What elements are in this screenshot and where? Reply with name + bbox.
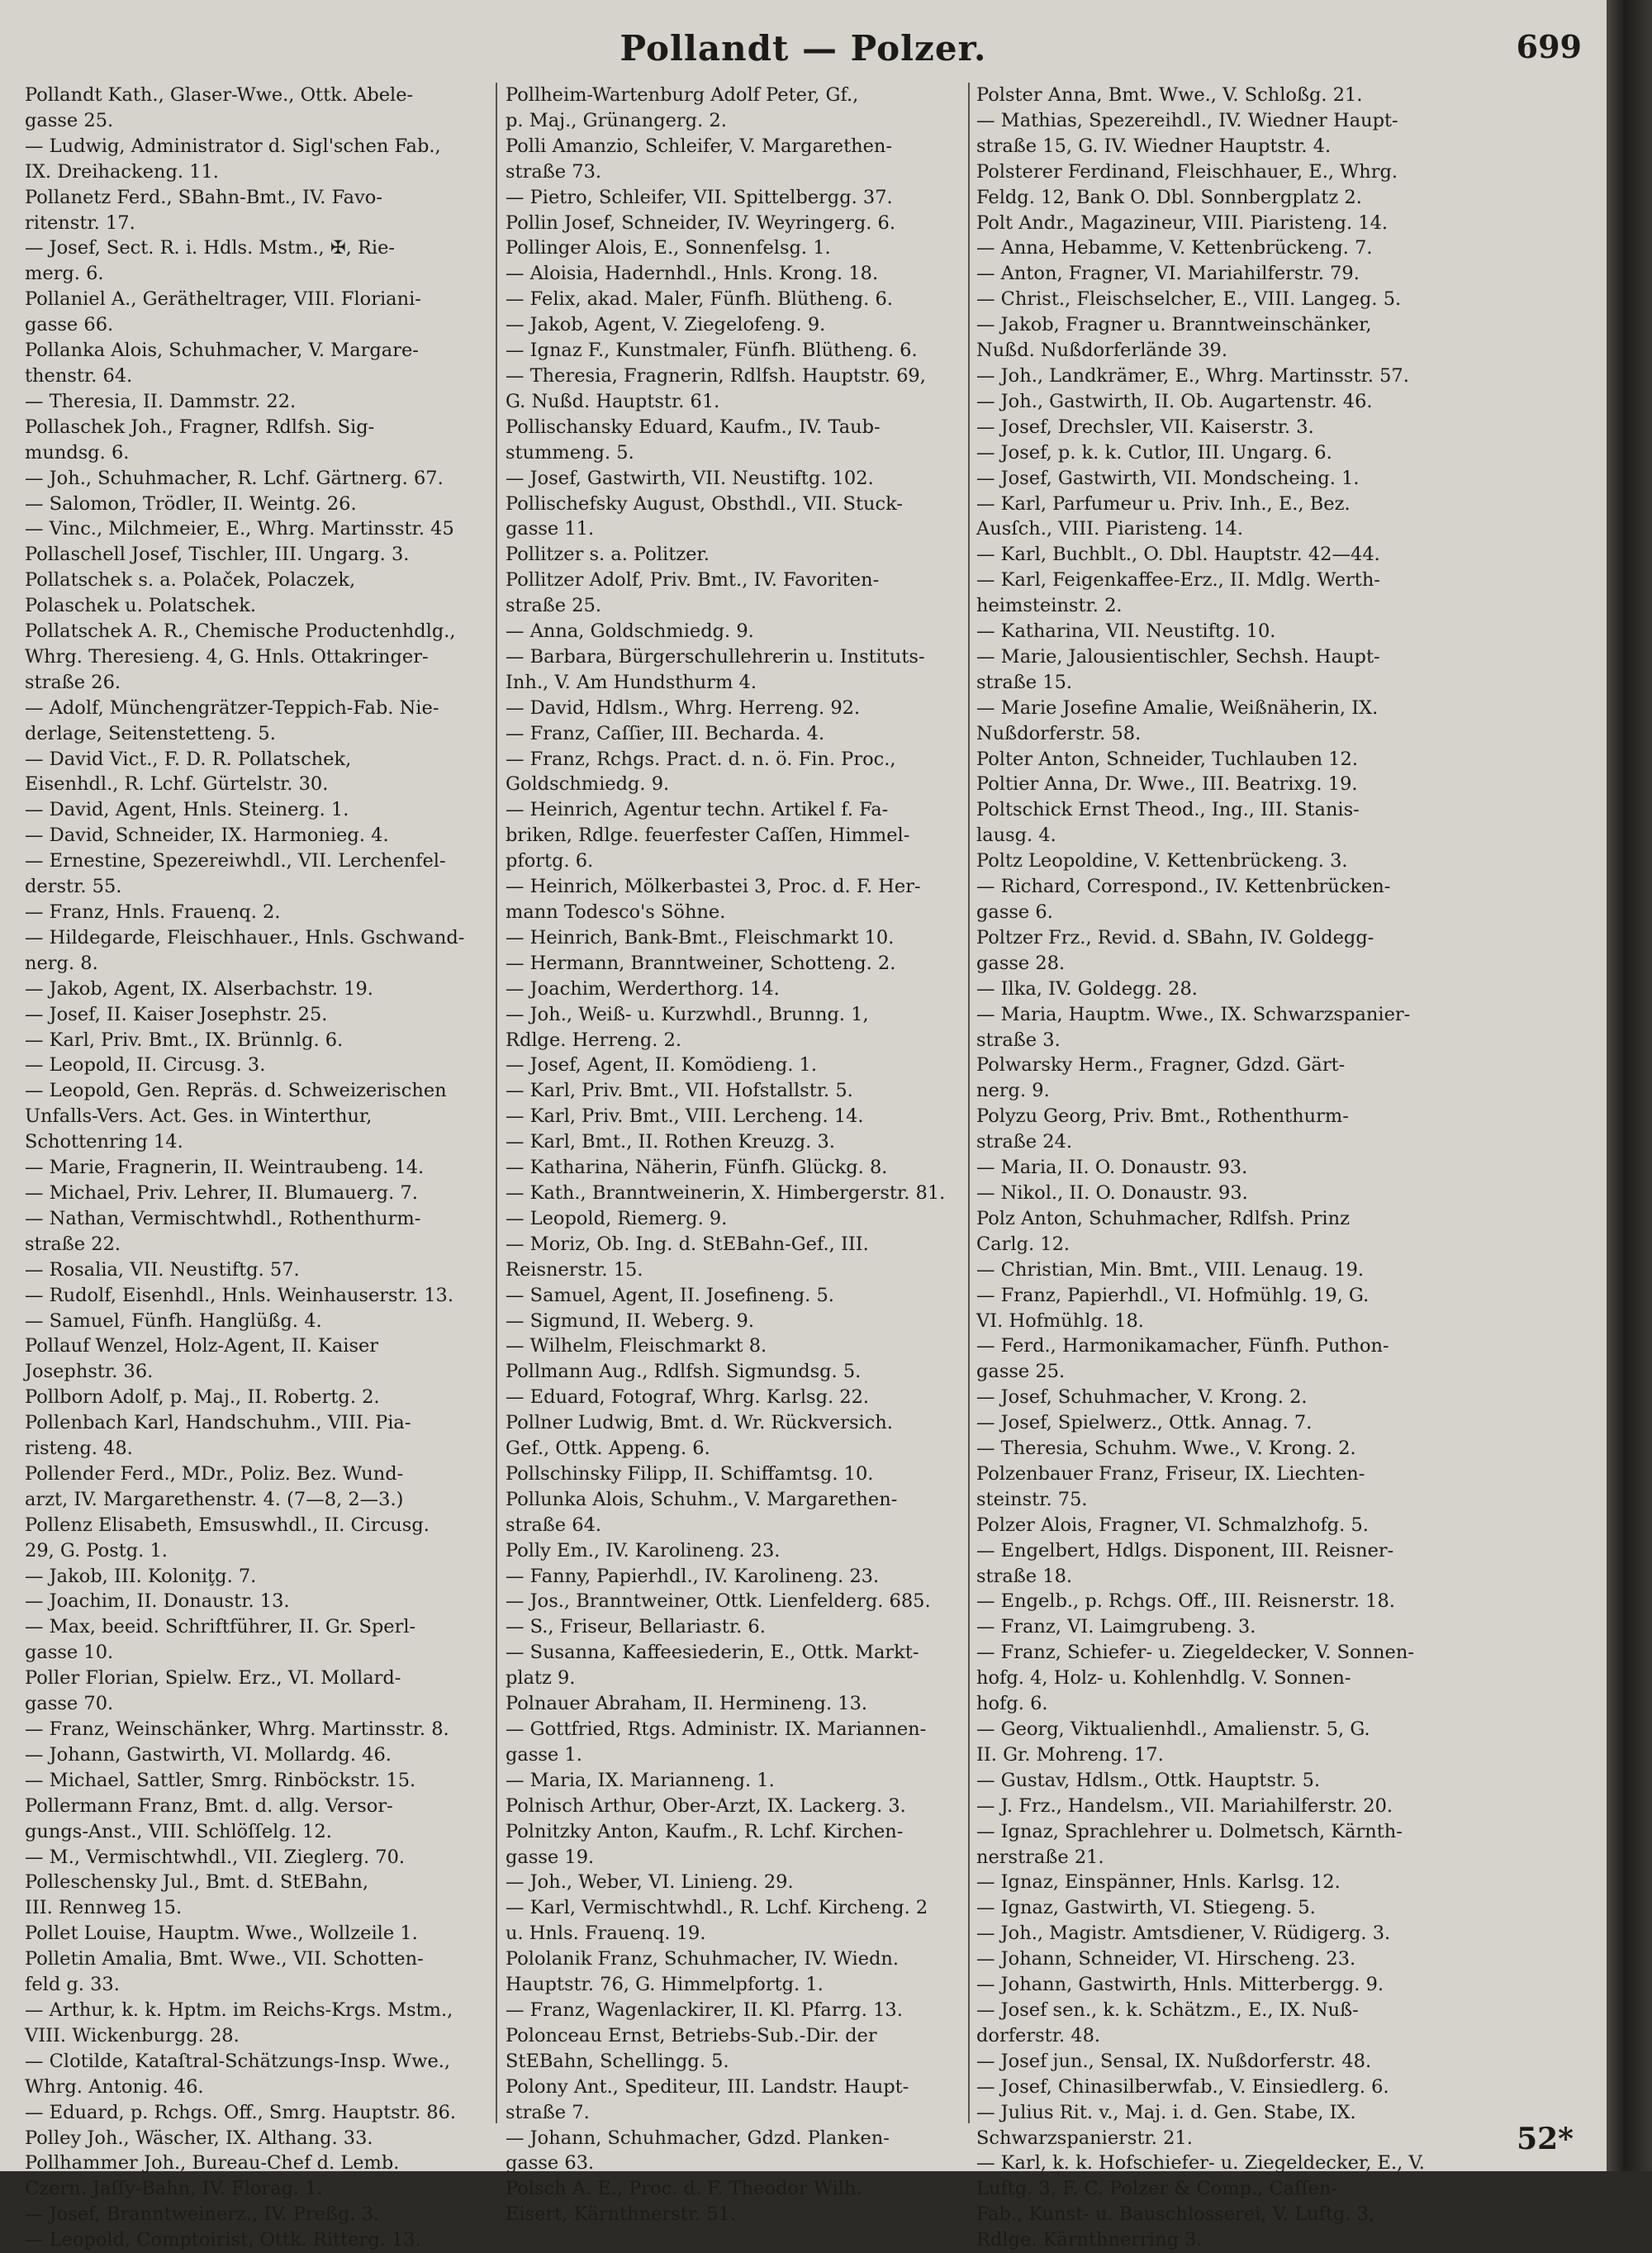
entry-line: — Joachim, Werderthorg. 14. <box>506 977 780 1000</box>
entry-line: — Christian, Min. Bmt., VIII. Lenaug. 19. <box>976 1258 1365 1281</box>
entry-line: — Susanna, Kaffeesiederin, E., Ottk. Markt- <box>506 1642 919 1664</box>
entry-line: — Josef sen., k. k. Schätzm., E., IX. Nuß- <box>976 1999 1359 2021</box>
entry-line: — Joh., Weber, VI. Linieng. 29. <box>506 1871 794 1894</box>
entry-line: — Nathan, Vermischtwhdl., Rothenthurm- <box>25 1207 421 1229</box>
entry-line: Pollaschek Joh., Fragner, Rdlfsh. Sig- <box>25 416 375 438</box>
entry-line: gasse 28. <box>976 952 1066 974</box>
entry-line: gasse 25. <box>25 109 114 131</box>
entry-line: — Karl, k. k. Hofschiefer- u. Ziegeldecker, E., V. <box>976 2152 1425 2175</box>
entry-line: — Ignaz, Sprachlehrer u. Dolmetsch, Kärnth- <box>976 1820 1403 1842</box>
entry-line: arzt, IV. Margarethenstr. 4. (7—8, 2—3.) <box>25 1488 404 1510</box>
entry-line: — Theresia, II. Dammstr. 22. <box>25 390 297 412</box>
entry-line: Pollitzer Adolf, Priv. Bmt., IV. Favoriten- <box>506 569 880 592</box>
entry-line: Polnisch Arthur, Ober-Arzt, IX. Lackerg. 3. <box>506 1794 906 1817</box>
entry-line: gasse 70. <box>25 1693 114 1715</box>
entry-line: — Gustav, Hdlsm., Ottk. Hauptstr. 5. <box>976 1769 1321 1791</box>
entry-line: — Katharina, VII. Neustiftg. 10. <box>976 620 1276 643</box>
entry-line: gasse 19. <box>506 1846 595 1868</box>
entry-line: 29, G. Postg. 1. <box>25 1539 168 1561</box>
entry-line: Whrg. Antonig. 46. <box>25 2075 204 2098</box>
entry-line: — Jakob, Fragner u. Branntweinschänker, <box>976 314 1372 336</box>
entry-line: Pollischefsky August, Obsthdl., VII. Stuck- <box>506 492 903 515</box>
entry-line: VI. Hofmühlg. 18. <box>976 1309 1144 1332</box>
entry-line: — Joh., Weiß- u. Kurzwhdl., Brunng. 1, <box>506 1003 869 1025</box>
entry-line: ritenstr. 17. <box>25 212 135 234</box>
entry-line: dorferstr. 48. <box>976 2024 1101 2046</box>
entry-line: straße 18. <box>976 1565 1073 1587</box>
entry-line: Polsterer Ferdinand, Fleischhauer, E., Whrg. <box>976 160 1398 183</box>
printer-signature: 52* <box>1517 2122 1574 2156</box>
entry-line: Hauptstr. 76, G. Himmelpfortg. 1. <box>506 1974 824 1996</box>
entry-line: — Josef, Branntweinerz., IV. Preßg. 3. <box>25 2203 380 2226</box>
entry-line: Nußdorferstr. 58. <box>976 722 1142 744</box>
entry-line: — Marie, Jalousientischler, Sechsh. Haupt- <box>976 645 1380 668</box>
entry-line: — Franz, Papierhdl., VI. Hofmühlg. 19, G. <box>976 1284 1370 1306</box>
entry-line: — Engelbert, Hdlgs. Disponent, III. Reisner- <box>976 1539 1394 1561</box>
entry-line: risteng. 48. <box>25 1438 133 1460</box>
entry-line: derlage, Seitenstetteng. 5. <box>25 722 276 744</box>
entry-line: Poltzer Frz., Revid. d. SBahn, IV. Goldegg- <box>976 926 1374 948</box>
entry-line: Pollhammer Joh., Bureau-Chef d. Lemb. <box>25 2152 400 2175</box>
entry-line: Pollschinsky Filipp, II. Schiffamtsg. 10. <box>506 1462 874 1485</box>
entry-line: heimsteinstr. 2. <box>976 595 1123 617</box>
entry-line: — Franz, VI. Laimgrubeng. 3. <box>976 1616 1256 1638</box>
entry-line: — Karl, Priv. Bmt., IX. Brünnlg. 6. <box>25 1029 344 1051</box>
entry-line: — Karl, Bmt., II. Rothen Kreuzg. 3. <box>506 1131 835 1153</box>
entry-line: Pollandt Kath., Glaser-Wwe., Ottk. Abele- <box>25 84 414 106</box>
entry-line: gasse 25. <box>976 1361 1066 1383</box>
entry-line: — Josef, Spielwerz., Ottk. Annag. 7. <box>976 1412 1313 1434</box>
entry-line: Pollaniel A., Gerätheltrager, VIII. Floriani- <box>25 288 421 311</box>
entry-line: — Christ., Fleischselcher, E., VIII. Langeg. 5. <box>976 288 1402 311</box>
entry-line: Polley Joh., Wäscher, IX. Althang. 33. <box>25 2127 373 2149</box>
entry-line: straße 22. <box>25 1233 121 1255</box>
entry-line: mundsg. 6. <box>25 441 130 463</box>
entry-line: — David, Schneider, IX. Harmonieg. 4. <box>25 825 389 847</box>
entry-line: — Ilka, IV. Goldegg. 28. <box>976 977 1198 1000</box>
column-1 <box>25 83 487 2251</box>
entry-line: straße 15, G. IV. Wiedner Hauptstr. 4. <box>976 135 1332 157</box>
entry-line: — Johann, Schuhmacher, Gdzd. Planken- <box>506 2127 890 2149</box>
entry-line: Polony Ant., Spediteur, III. Landstr. Haupt- <box>506 2075 909 2098</box>
entry-line: — Marie Josefine Amalie, Weißnäherin, IX. <box>976 696 1379 719</box>
entry-line: Pollermann Franz, Bmt. d. allg. Versor- <box>25 1794 393 1817</box>
entry-line: Rdlge. Herreng. 2. <box>506 1029 681 1051</box>
entry-line: — Josef, Schuhmacher, V. Krong. 2. <box>976 1386 1308 1409</box>
entry-line: Pollenz Elisabeth, Emsuswhdl., II. Circusg. <box>25 1514 430 1536</box>
entry-line: Poltschick Ernst Theod., Ing., III. Stanis- <box>976 799 1360 821</box>
entry-line: Josephstr. 36. <box>25 1361 154 1383</box>
column-3 <box>976 83 1439 2251</box>
entry-line: — David, Agent, Hnls. Steinerg. 1. <box>25 799 349 821</box>
entry-line: hofg. 4, Holz- u. Kohlenhdlg. V. Sonnen- <box>976 1667 1351 1690</box>
entry-line: Pollatschek s. a. Polaček, Polaczek, <box>25 569 356 592</box>
entry-line: nerg. 9. <box>976 1080 1050 1102</box>
entry-line: — Wilhelm, Fleischmarkt 8. <box>506 1335 767 1357</box>
entry-line: — Jakob, Agent, IX. Alserbachstr. 19. <box>25 977 373 1000</box>
entry-line: Pollet Louise, Hauptm. Wwe., Wollzeile 1. <box>25 1923 418 1945</box>
entry-line: — Josef, II. Kaiser Josephstr. 25. <box>25 1003 328 1025</box>
entry-line: — Ignaz, Gastwirth, VI. Stiegeng. 5. <box>976 1897 1316 1919</box>
entry-line: — Sigmund, II. Weberg. 9. <box>506 1309 755 1332</box>
entry-line: straße 25. <box>506 595 602 617</box>
entry-line: straße 7. <box>506 2101 590 2123</box>
entry-line: — Nikol., II. O. Donaustr. 93. <box>976 1181 1248 1204</box>
entry-line: derstr. 55. <box>25 876 122 898</box>
entry-line: Polzenbauer Franz, Friseur, IX. Liechten- <box>976 1462 1365 1485</box>
entry-line: — Eduard, p. Rchgs. Off., Smrg. Hauptstr. 86. <box>25 2101 457 2123</box>
entry-line: Luftg. 3, F. C. Polzer & Comp., Caſſen- <box>976 2178 1338 2200</box>
entry-line: — Anton, Fragner, VI. Mariahilferstr. 79. <box>976 263 1360 285</box>
entry-line: — Josef, Gastwirth, VII. Neustiftg. 102. <box>506 467 874 489</box>
entry-line: G. Nußd. Hauptstr. 61. <box>506 390 720 412</box>
entry-line: Whrg. Theresieng. 4, G. Hnls. Ottakringer- <box>25 645 429 668</box>
entry-line: IX. Dreihackeng. 11. <box>25 160 219 183</box>
entry-line: — Jos., Branntweiner, Ottk. Lienfelderg. 685. <box>506 1590 931 1613</box>
entry-line: — Samuel, Fünfh. Hanglüßg. 4. <box>25 1309 322 1332</box>
entry-line: merg. 6. <box>25 263 104 285</box>
entry-line: Schottenring 14. <box>25 1131 183 1153</box>
entry-line: straße 15. <box>976 671 1073 693</box>
entry-line: — Michael, Priv. Lehrer, II. Blumauerg. 7. <box>25 1181 418 1204</box>
entry-line: — Maria, IX. Marianneng. 1. <box>506 1769 775 1791</box>
entry-line: Reisnerstr. 15. <box>506 1258 643 1281</box>
entry-line: Pollin Josef, Schneider, IV. Weyringerg. 6. <box>506 212 895 234</box>
entry-line: — Karl, Feigenkaffee-Erz., II. Mdlg. Werth- <box>976 569 1380 592</box>
entry-line: II. Gr. Mohreng. 17. <box>976 1743 1164 1766</box>
entry-line: — Franz, Schiefer- u. Ziegeldecker, V. Sonnen- <box>976 1642 1414 1664</box>
entry-line: gasse 6. <box>976 901 1053 923</box>
entry-line: Polli Amanzio, Schleifer, V. Margarethen- <box>506 135 893 157</box>
entry-line: — Leopold, II. Circusg. 3. <box>25 1054 266 1077</box>
entry-line: Pololanik Franz, Schuhmacher, IV. Wiedn. <box>506 1948 900 1970</box>
entry-line: III. Rennweg 15. <box>25 1897 183 1919</box>
entry-line: nerg. 8. <box>25 952 98 974</box>
entry-line: Poltier Anna, Dr. Wwe., III. Beatrixg. 19. <box>976 773 1358 796</box>
entry-line: — Karl, Priv. Bmt., VII. Hofstallstr. 5. <box>506 1080 853 1102</box>
entry-line: Goldschmiedg. 9. <box>506 773 670 796</box>
entry-line: gasse 63. <box>506 2152 595 2175</box>
entry-line: — Franz, Caſſier, III. Becharda. 4. <box>506 722 825 744</box>
entry-line: — Johann, Schneider, VI. Hirscheng. 23. <box>976 1948 1356 1970</box>
entry-line: — Katharina, Näherin, Fünfh. Glückg. 8. <box>506 1157 888 1179</box>
page-header <box>0 25 1607 74</box>
entry-line: — Ignaz, Einspänner, Hnls. Karlsg. 12. <box>976 1871 1341 1894</box>
entry-line: Pollmann Aug., Rdlfsh. Sigmundsg. 5. <box>506 1361 862 1383</box>
entry-line: — Maria, II. O. Donaustr. 93. <box>976 1157 1248 1179</box>
entry-line: — Maria, Hauptm. Wwe., IX. Schwarzspanier- <box>976 1003 1411 1025</box>
entry-line: Polleschensky Jul., Bmt. d. StEBahn, <box>25 1871 369 1894</box>
entry-line: Pollaschell Josef, Tischler, III. Ungarg. 3. <box>25 544 410 566</box>
entry-line: u. Hnls. Frauenq. 19. <box>506 1923 706 1945</box>
entry-line: straße 24. <box>976 1131 1073 1153</box>
entry-line: — Joh., Magistr. Amtsdiener, V. Rüdigerg. 3. <box>976 1923 1391 1945</box>
entry-line: Pollanetz Ferd., SBahn-Bmt., IV. Favo- <box>25 186 382 208</box>
entry-line: Polz Anton, Schuhmacher, Rdlfsh. Prinz <box>976 1207 1350 1229</box>
entry-line: hofg. 6. <box>976 1693 1048 1715</box>
entry-line: — Ludwig, Administrator d. Sigl'schen Fab., <box>25 135 441 157</box>
entry-line: — Adolf, Münchengrätzer-Teppich-Fab. Nie- <box>25 696 439 719</box>
entry-line: — Karl, Priv. Bmt., VIII. Lercheng. 14. <box>506 1105 864 1128</box>
entry-line: Eisenhdl., R. Lchf. Gürtelstr. 30. <box>25 773 329 796</box>
entry-line: thenstr. 64. <box>25 364 133 387</box>
entry-line: pfortg. 6. <box>506 850 594 872</box>
entry-line: — Theresia, Schuhm. Wwe., V. Krong. 2. <box>976 1438 1356 1460</box>
entry-line: Pollatschek A. R., Chemische Productenhdlg., <box>25 620 456 643</box>
entry-line: — Heinrich, Mölkerbastei 3, Proc. d. F. Her- <box>506 876 921 898</box>
entry-line: — Arthur, k. k. Hptm. im Reichs-Krgs. Mstm., <box>25 1999 453 2021</box>
entry-line: — Anna, Goldschmiedg. 9. <box>506 620 754 643</box>
entry-line: lausg. 4. <box>976 825 1056 847</box>
entry-line: straße 26. <box>25 671 121 693</box>
entry-line: — Clotilde, Kataſtral-Schätzungs-Insp. Wwe., <box>25 2050 451 2072</box>
entry-line: — Richard, Correspond., IV. Kettenbrücken- <box>976 876 1391 898</box>
entry-line: Pollheim-Wartenburg Adolf Peter, Gf., <box>506 84 859 106</box>
entry-line: Polsch A. E., Proc. d. F. Theodor Wilh. <box>506 2178 862 2200</box>
entry-line: — Eduard, Fotograf, Whrg. Karlsg. 22. <box>506 1386 870 1409</box>
entry-line: — Kath., Branntweinerin, X. Himbergerstr. 81. <box>506 1181 946 1204</box>
entry-line: — Max, beeid. Schriftführer, II. Gr. Sperl- <box>25 1616 416 1638</box>
entry-line: — Georg, Viktualienhdl., Amalienstr. 5, G. <box>976 1718 1370 1740</box>
entry-line: — Gottfried, Rtgs. Administr. IX. Mariannen- <box>506 1718 927 1740</box>
entry-line: gasse 10. <box>25 1642 114 1664</box>
entry-line: — Joachim, II. Donaustr. 13. <box>25 1590 290 1613</box>
entry-line: — Felix, akad. Maler, Fünfh. Blütheng. 6. <box>506 288 893 311</box>
entry-line: Pollanka Alois, Schuhmacher, V. Margare- <box>25 340 419 362</box>
entry-line: Pollitzer s. a. Politzer. <box>506 544 710 566</box>
entry-line: Pollischansky Eduard, Kaufm., IV. Taub- <box>506 416 881 438</box>
entry-line: — Salomon, Trödler, II. Weintg. 26. <box>25 492 357 515</box>
entry-line: — Fanny, Papierhdl., IV. Karolineng. 23. <box>506 1565 880 1587</box>
entry-line: — Leopold, Comptoirist, Ottk. Ritterg. 13. <box>25 2229 421 2251</box>
book-edge <box>1607 0 1652 2171</box>
entry-line: — Karl, Vermischtwhdl., R. Lchf. Kircheng. 2 <box>506 1897 928 1919</box>
page-title: Pollandt — Polzer. <box>620 28 987 69</box>
entry-line: Pollender Ferd., MDr., Poliz. Bez. Wund- <box>25 1462 404 1485</box>
entry-line: Polter Anton, Schneider, Tuchlauben 12. <box>976 748 1359 770</box>
entry-line: — Leopold, Riemerg. 9. <box>506 1207 728 1229</box>
entry-line: — Hermann, Branntweiner, Schotteng. 2. <box>506 952 896 974</box>
entry-line: Polnitzky Anton, Kaufm., R. Lchf. Kirchen- <box>506 1820 904 1842</box>
entry-line: — Heinrich, Agentur techn. Artikel f. Fa- <box>506 799 889 821</box>
entry-line: — Josef, Sect. R. i. Hdls. Mstm., ✠, Rie- <box>25 237 396 259</box>
entry-line: — Josef jun., Sensal, IX. Nußdorferstr. 48. <box>976 2050 1372 2072</box>
entry-line: Polletin Amalia, Bmt. Wwe., VII. Schotten- <box>25 1948 424 1970</box>
entry-line: — Barbara, Bürgerschullehrerin u. Instituts- <box>506 645 925 668</box>
entry-line: Pollborn Adolf, p. Maj., II. Robertg. 2. <box>25 1386 380 1409</box>
entry-line: — Samuel, Agent, II. Josefineng. 5. <box>506 1284 834 1306</box>
entry-line: Pollauf Wenzel, Holz-Agent, II. Kaiser <box>25 1335 379 1357</box>
entry-line: steinstr. 75. <box>976 1488 1088 1510</box>
entry-line: mann Todesco's Söhne. <box>506 901 726 923</box>
page-number: 699 <box>1516 28 1582 65</box>
entry-line: — Hildegarde, Fleischhauer., Hnls. Gschwand- <box>25 926 465 948</box>
entry-line: gasse 11. <box>506 518 595 540</box>
entry-line: — Engelb., p. Rchgs. Off., III. Reisnerstr. 18. <box>976 1590 1395 1613</box>
entry-line: — Vinc., Milchmeier, E., Whrg. Martinsstr. 45 <box>25 518 454 540</box>
entry-line: — J. Frz., Handelsm., VII. Mariahilferstr. 20. <box>976 1794 1393 1817</box>
entry-line: straße 73. <box>506 160 602 183</box>
entry-line: Fab., Kunst- u. Bauschlosserei, V. Luftg. 3, <box>976 2203 1375 2226</box>
entry-line: briken, Rdlge. feuerfester Caſſen, Himmel- <box>506 825 910 847</box>
entry-line: — Ernestine, Spezereiwhdl., VII. Lerchenfel- <box>25 850 446 872</box>
entry-line: Rdlge. Kärnthnerring 3. <box>976 2229 1203 2251</box>
entry-line: — Marie, Fragnerin, II. Weintraubeng. 14. <box>25 1157 425 1179</box>
entry-line: Unfalls-Vers. Act. Ges. in Winterthur, <box>25 1105 373 1128</box>
entry-line: — Jakob, Agent, V. Ziegelofeng. 9. <box>506 314 826 336</box>
entry-line: — Jakob, III. Koloniţg. 7. <box>25 1565 257 1587</box>
entry-line: feld g. 33. <box>25 1974 120 1996</box>
entry-line: Nußd. Nußdorferlände 39. <box>976 340 1227 362</box>
entry-line: Pollenbach Karl, Handschuhm., VIII. Pia- <box>25 1412 411 1434</box>
entry-line: — Theresia, Fragnerin, Rdlfsh. Hauptstr. 69, <box>506 364 926 387</box>
entry-line: — David Vict., F. D. R. Pollatschek, <box>25 748 352 770</box>
entry-line: VIII. Wickenburgg. 28. <box>25 2024 240 2046</box>
entry-line: Polonceau Ernst, Betriebs-Sub.-Dir. der <box>506 2024 877 2046</box>
entry-line: — Joh., Gastwirth, II. Ob. Augartenstr. 46. <box>976 390 1373 412</box>
entry-line: Pollinger Alois, E., Sonnenfelsg. 1. <box>506 237 831 259</box>
entry-line: — Franz, Weinschänker, Whrg. Martinsstr. 8. <box>25 1718 449 1740</box>
entry-line: — Ignaz F., Kunstmaler, Fünfh. Blütheng. 6. <box>506 340 918 362</box>
entry-line: Polster Anna, Bmt. Wwe., V. Schloßg. 21. <box>976 84 1363 106</box>
entry-line: — Karl, Buchblt., O. Dbl. Hauptstr. 42—44. <box>976 544 1380 566</box>
entry-line: Carlg. 12. <box>976 1233 1070 1255</box>
entry-line: Poller Florian, Spielw. Erz., VI. Mollard- <box>25 1667 401 1690</box>
entry-line: — Pietro, Schleifer, VII. Spittelbergg. 37. <box>506 186 893 208</box>
entry-line: Schwarzspanierstr. 21. <box>976 2127 1193 2149</box>
entry-line: — Johann, Gastwirth, Hnls. Mitterbergg. 9. <box>976 1974 1384 1996</box>
entry-line: Polly Em., IV. Karolineng. 23. <box>506 1539 781 1561</box>
entry-line: straße 64. <box>506 1514 602 1536</box>
entry-line: Eisert, Kärnthnerstr. 51. <box>506 2203 737 2226</box>
entry-line: — Heinrich, Bank-Bmt., Fleischmarkt 10. <box>506 926 895 948</box>
entry-line: Polyzu Georg, Priv. Bmt., Rothenthurm- <box>976 1105 1349 1128</box>
entry-line: — Josef, Gastwirth, VII. Mondscheing. 1. <box>976 467 1360 489</box>
entry-line: — Rudolf, Eisenhdl., Hnls. Weinhauserstr. 13. <box>25 1284 454 1306</box>
entry-line: gasse 66. <box>25 314 114 336</box>
entry-line: — Ferd., Harmonikamacher, Fünfh. Puthon- <box>976 1335 1389 1357</box>
entry-line: — Moriz, Ob. Ing. d. StEBahn-Gef., III. <box>506 1233 869 1255</box>
entry-line: — Karl, Parfumeur u. Priv. Inh., E., Bez. <box>976 492 1351 515</box>
entry-line: — Leopold, Gen. Repräs. d. Schweizerischen <box>25 1080 447 1102</box>
entry-line: Polt Andr., Magazineur, VIII. Piaristeng. 14. <box>976 212 1389 234</box>
column-2 <box>506 83 968 2226</box>
entry-line: StEBahn, Schellingg. 5. <box>506 2050 729 2072</box>
entry-line: Pollunka Alois, Schuhm., V. Margarethen- <box>506 1488 898 1510</box>
entry-line: Polaschek u. Polatschek. <box>25 595 257 617</box>
entry-line: straße 3. <box>976 1029 1061 1051</box>
entry-line: — Mathias, Spezereihdl., IV. Wiedner Haupt- <box>976 109 1398 131</box>
entry-line: — Julius Rit. v., Maj. i. d. Gen. Stabe, IX. <box>976 2101 1356 2123</box>
entry-line: Polwarsky Herm., Fragner, Gdzd. Gärt- <box>976 1054 1346 1077</box>
entry-line: — Franz, Wagenlackirer, II. Kl. Pfarrg. 13. <box>506 1999 903 2021</box>
entry-line: Polnauer Abraham, II. Hermineng. 13. <box>506 1693 868 1715</box>
entry-line: Poltz Leopoldine, V. Kettenbrückeng. 3. <box>976 850 1348 872</box>
entry-line: — David, Hdlsm., Whrg. Herreng. 92. <box>506 696 861 719</box>
entry-line: Feldg. 12, Bank O. Dbl. Sonnbergplatz 2. <box>976 186 1362 208</box>
entry-line: — Josef, p. k. k. Cutlor, III. Ungarg. 6. <box>976 441 1332 463</box>
entry-line: gungs-Anst., VIII. Schlöſſelg. 12. <box>25 1820 332 1842</box>
entry-line: — Josef, Drechsler, VII. Kaiserstr. 3. <box>976 416 1314 438</box>
entry-line: — Franz, Rchgs. Pract. d. n. ö. Fin. Proc., <box>506 748 896 770</box>
entry-line: Ausſch., VIII. Piaristeng. 14. <box>976 518 1243 540</box>
entry-line: — M., Vermischtwhdl., VII. Zieglerg. 70. <box>25 1846 406 1868</box>
entry-line: — Josef, Agent, II. Komödieng. 1. <box>506 1054 818 1077</box>
entry-line: Polzer Alois, Fragner, VI. Schmalzhofg. 5. <box>976 1514 1369 1536</box>
entry-line: Inh., V. Am Hundsthurm 4. <box>506 671 757 693</box>
entry-line: stummeng. 5. <box>506 441 634 463</box>
entry-line: — Rosalia, VII. Neustiftg. 57. <box>25 1258 300 1281</box>
entry-line: Czern. Jaſſy-Bahn, IV. Florag. 1. <box>25 2178 323 2200</box>
entry-line: — Michael, Sattler, Smrg. Rinböckstr. 15. <box>25 1769 416 1791</box>
entry-line: gasse 1. <box>506 1743 582 1766</box>
entry-line: — Anna, Hebamme, V. Kettenbrückeng. 7. <box>976 237 1373 259</box>
entry-line: — Joh., Schuhmacher, R. Lchf. Gärtnerg. 67. <box>25 467 444 489</box>
column-divider <box>496 83 497 2123</box>
entry-line: — Johann, Gastwirth, VI. Mollardg. 46. <box>25 1743 392 1766</box>
entry-line: Pollner Ludwig, Bmt. d. Wr. Rückversich. <box>506 1412 893 1434</box>
entry-line: p. Maj., Grünangerg. 2. <box>506 109 727 131</box>
entry-line: platz 9. <box>506 1667 576 1690</box>
entry-line: — Franz, Hnls. Frauenq. 2. <box>25 901 281 923</box>
entry-line: Gef., Ottk. Appeng. 6. <box>506 1438 710 1460</box>
entry-line: nerstraße 21. <box>976 1846 1104 1868</box>
entry-line: — Joh., Landkrämer, E., Whrg. Martinsstr. 57. <box>976 364 1409 387</box>
entry-line: — S., Friseur, Bellariastr. 6. <box>506 1616 766 1638</box>
entry-line: — Aloisia, Hadernhdl., Hnls. Krong. 18. <box>506 263 879 285</box>
entry-line: — Josef, Chinasilberwfab., V. Einsiedlerg. 6. <box>976 2075 1389 2098</box>
column-divider <box>968 83 970 2123</box>
